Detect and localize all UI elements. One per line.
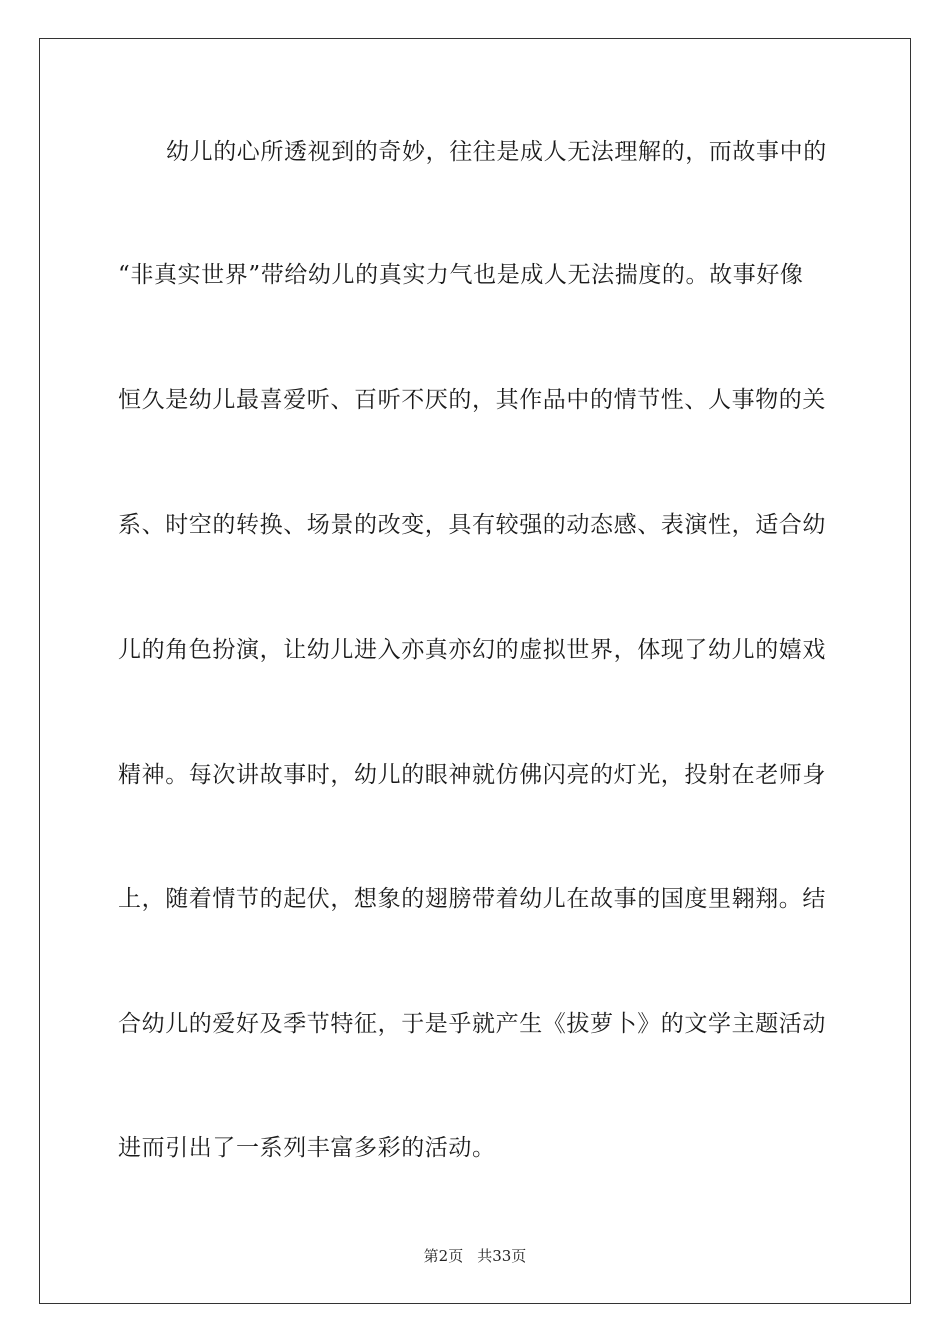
paragraph-line: 幼儿的心所透视到的奇妙，往往是成人无法理解的，而故事中的 — [166, 139, 827, 165]
page-footer — [0, 1247, 950, 1265]
paragraph-line: 精神。每次讲故事时，幼儿的眼神就仿佛闪亮的灯光，投射在老师身 — [118, 762, 826, 788]
paragraph-line: 合幼儿的爱好及季节特征，于是乎就产生《拔萝卜》的文学主题活动 — [118, 1011, 826, 1037]
paragraph-line: 恒久是幼儿最喜爱听、百听不厌的，其作品中的情节性、人事物的关 — [118, 387, 826, 413]
paragraph-line: 儿的角色扮演，让幼儿进入亦真亦幻的虚拟世界，体现了幼儿的嬉戏 — [118, 637, 826, 663]
paragraph-line: 系、时空的转换、场景的改变，具有较强的动态感、表演性，适合幼 — [118, 512, 826, 538]
paragraph-line: “非真实世界”带给幼儿的真实力气也是成人无法揣度的。故事好像 — [118, 262, 804, 288]
paragraph-line: 上，随着情节的起伏，想象的翅膀带着幼儿在故事的国度里翱翔。结 — [118, 886, 826, 912]
page-border — [39, 38, 911, 1304]
page-total: 共33页 — [477, 1247, 527, 1265]
paragraph-line: 进而引出了一系列丰富多彩的活动。 — [118, 1135, 496, 1161]
page-number: 第2页 — [423, 1247, 464, 1265]
